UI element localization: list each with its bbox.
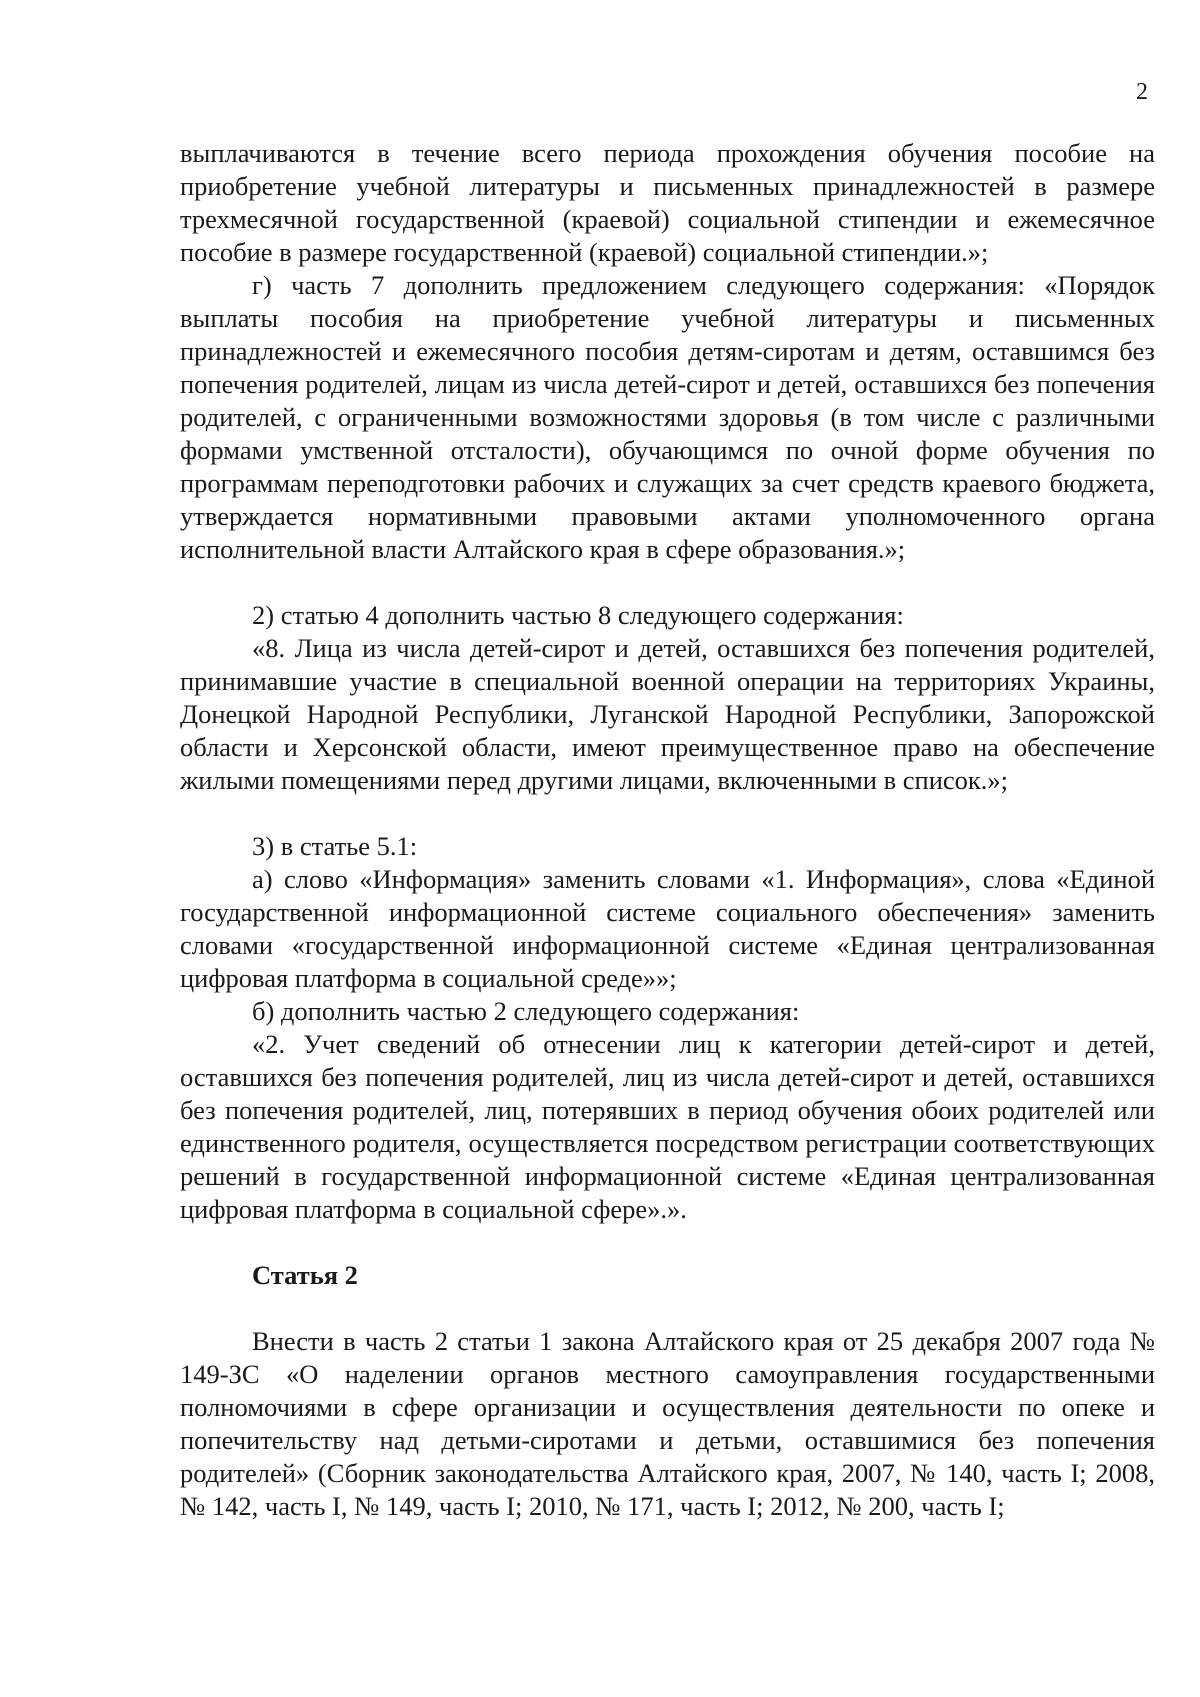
page-number: 2 (1136, 79, 1148, 105)
paragraph-article-2: Внести в часть 2 статьи 1 закона Алтайского края от 25 декабря 2007 года № 149-ЗС «О наделении органов местного самоуправления государственными полномочиями в сфере организации и осуществления деятельности по опеке и попечительству над детьми-сиротами и детьми, оставшимися без попечения родителей» (Сборник законодательства Алтайского края, 2007, № 140, часть I; 2008, № 142, часть I, № 149, часть I; 2010, № 171, часть I; 2012, № 200, часть I; (180, 1326, 1155, 1521)
paragraph-item-a: а) слово «Информация» заменить словами «1. Информация», слова «Единой государственной информационной системе социального обеспечения» заменить словами «государственной информационной системе «Единая централизованная цифровая платформа в социальной среде»»; (180, 864, 1155, 993)
paragraph-item-2: 2) статью 4 дополнить частью 8 следующего содержания: (252, 600, 904, 630)
paragraph-part-2: «2. Учет сведений об отнесении лиц к категории детей-сирот и детей, оставшихся без попечения родителей, лиц из числа детей-сирот и детей, оставшихся без попечения родителей, лиц, потерявших в период обучения обоих родителей или единственного родителя, осуществляется посредством регистрации соответствующих решений в государственной информационной системе «Единая централизованная цифровая платформа в социальной сфере».». (180, 1029, 1155, 1224)
paragraph-item-g: г) часть 7 дополнить предложением следующего содержания: «Порядок выплаты пособия на приобретение учебной литературы и письменных принадлежностей и ежемесячного пособия детям-сиротам и детям, оставшимся без попечения родителей, лицам из числа детей-сирот и детей, оставшихся без попечения родителей, с ограниченными возможностями здоровья (в том числе с различными формами умственной отсталости), обучающимся по очной форме обучения по программам переподготовки рабочих и служащих за счет средств краевого бюджета, утверждается нормативными правовыми актами уполномоченного органа исполнительной власти Алтайского края в сфере образования.»; (180, 270, 1155, 564)
article-heading: Статья 2 (252, 1260, 358, 1290)
paragraph-item-3: 3) в статье 5.1: (252, 831, 418, 861)
paragraph-item-b: б) дополнить частью 2 следующего содержания: (252, 996, 800, 1026)
document-body (180, 137, 1155, 1523)
paragraph-continuation: выплачиваются в течение всего периода прохождения обучения пособие на приобретение учебной литературы и письменных принадлежностей в размере трехмесячной государственной (краевой) социальной стипендии и ежемесячное пособие в размере государственной (краевой) социальной стипендии.»; (180, 138, 1155, 267)
paragraph-part-8: «8. Лица из числа детей-сирот и детей, оставшихся без попечения родителей, принимавшие участие в специальной военной операции на территориях Украины, Донецкой Народной Республики, Луганской Народной Республики, Запорожской области и Херсонской области, имеют преимущественное право на обеспечение жилыми помещениями перед другими лицами, включенными в список.»; (180, 633, 1155, 795)
